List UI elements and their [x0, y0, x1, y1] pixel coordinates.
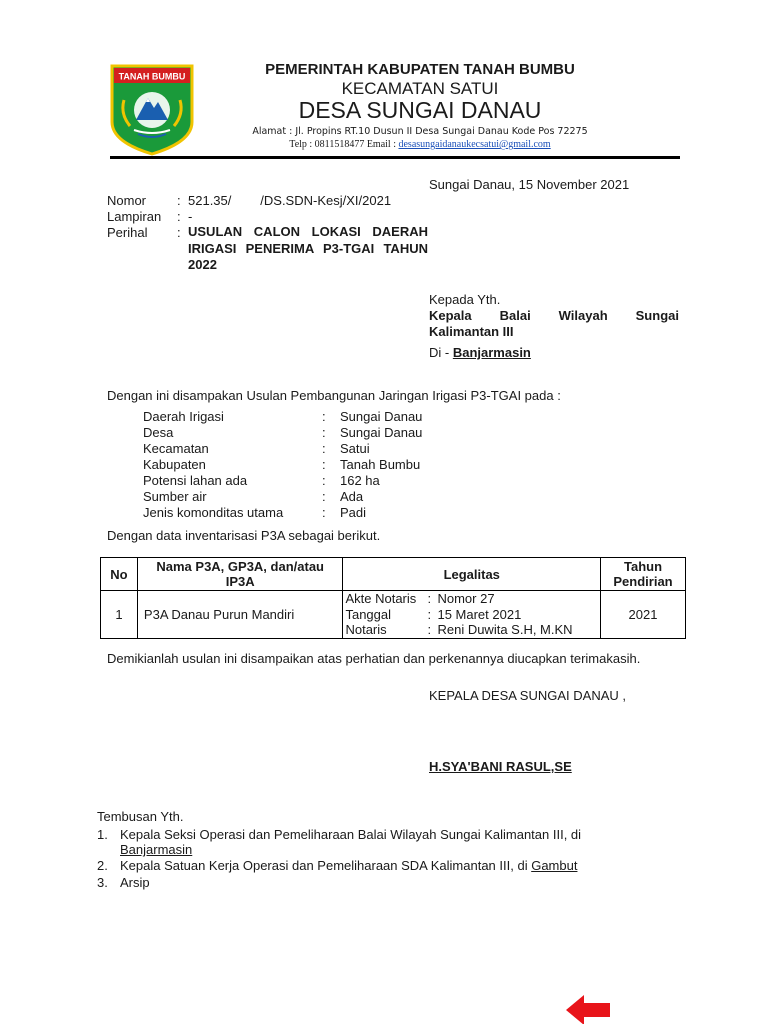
recipient-greeting: Kepada Yth.	[429, 292, 501, 307]
email-link[interactable]: desasungaidanaukecsatui@gmail.com	[398, 139, 551, 150]
closing-text: Demikianlah usulan ini disampaikan atas perhatian dan perkenannya diucapkan terimakasih.	[107, 651, 641, 666]
recipient-city: Banjarmasin	[452, 345, 531, 360]
detail-value: Sungai Danau	[340, 425, 423, 440]
inventory-intro: Dengan data inventarisasi P3A sebagai berikut.	[107, 528, 381, 543]
legalitas-value: Nomor 27	[437, 591, 495, 606]
perihal-colon: :	[177, 225, 181, 240]
recipient-word: Kepala	[429, 308, 472, 323]
telp-text: Telp : 0811518477 Email :	[289, 139, 399, 150]
detail-label: Jenis komonditas utama	[143, 505, 284, 520]
government-heading: PEMERINTAH KABUPATEN TANAH BUMBU	[265, 61, 575, 78]
detail-colon: :	[322, 457, 326, 472]
header-no: No	[101, 558, 138, 591]
cell-legalitas	[343, 591, 601, 639]
cell-nama: P3A Danau Purun Mandiri	[137, 591, 343, 639]
address-line: Alamat : Jl. Propins RT.10 Dusun II Desa Sungai Danau Kode Pos 72275	[252, 126, 588, 137]
detail-colon: :	[322, 425, 326, 440]
table-header-row	[101, 558, 686, 591]
legalitas-label: Notaris	[345, 622, 387, 637]
detail-value: Ada	[340, 489, 364, 504]
tembusan-item-city: Gambut	[531, 858, 578, 873]
nomor-value: 521.35/ /DS.SDN-Kesj/XI/2021	[188, 193, 392, 208]
contact-line	[200, 139, 640, 150]
recipient-word: Sungai	[635, 308, 679, 323]
signature-name: H.SYA'BANI RASUL,SE	[429, 759, 572, 774]
tembusan-num: 3.	[97, 875, 108, 890]
detail-label: Kabupaten	[143, 457, 206, 472]
logo-text: TANAH BUMBU	[118, 71, 186, 82]
village-heading: DESA SUNGAI DANAU	[298, 97, 542, 123]
cell-no: 1	[101, 591, 138, 639]
regency-crest-icon	[110, 64, 194, 156]
recipient-word: Balai	[499, 308, 531, 323]
detail-value: Tanah Bumbu	[340, 457, 421, 472]
header-nama: Nama P3A, GP3A, dan/atau IP3A	[137, 558, 343, 591]
lampiran-label: Lampiran	[107, 209, 162, 224]
recipient-name-line2: Kalimantan III	[429, 324, 514, 339]
detail-colon: :	[322, 489, 326, 504]
detail-value: Satui	[340, 441, 370, 456]
legalitas-value: Reni Duwita S.H, M.KN	[437, 622, 573, 637]
intro-text: Dengan ini disampakan Usulan Pembangunan Jaringan Irigasi P3-TGAI pada :	[107, 388, 561, 403]
signature-title: KEPALA DESA SUNGAI DANAU ,	[429, 688, 626, 703]
detail-colon: :	[322, 473, 326, 488]
recipient-name	[429, 308, 679, 340]
table-row	[101, 591, 686, 639]
tembusan-item	[120, 858, 577, 873]
letter-date: Sungai Danau, 15 November 2021	[429, 177, 630, 192]
tembusan-item: Kepala Seksi Operasi dan Pemeliharaan Balai Wilayah Sungai Kalimantan III, di	[120, 827, 582, 842]
cell-tahun: 2021	[601, 591, 686, 639]
di-prefix: Di -	[429, 345, 453, 360]
legalitas-colon: :	[427, 606, 432, 622]
tembusan-item: Arsip	[120, 875, 150, 890]
recipient-city-line	[429, 345, 531, 360]
tembusan-item-city: Banjarmasin	[120, 842, 193, 857]
header-legalitas: Legalitas	[343, 558, 601, 591]
detail-label: Potensi lahan ada	[143, 473, 248, 488]
lampiran-value: -	[188, 209, 193, 224]
legalitas-label: Akte Notaris	[345, 591, 417, 606]
arrow-left-icon[interactable]	[564, 993, 612, 1024]
lampiran-colon: :	[177, 209, 181, 224]
p3a-table	[100, 557, 686, 639]
legalitas-value: 15 Maret 2021	[437, 606, 522, 622]
tembusan-item-text: Kepala Satuan Kerja Operasi dan Pemeliharaan SDA Kalimantan III, di	[120, 858, 532, 873]
perihal-value: USULAN CALON LOKASI DAERAH IRIGASI PENERIMA P3-TGAI TAHUN 2022	[188, 224, 428, 272]
nomor-label: Nomor	[107, 193, 147, 208]
detail-label: Sumber air	[143, 489, 207, 504]
letterhead-divider	[110, 156, 680, 159]
tembusan-num: 2.	[97, 858, 108, 873]
district-heading: KECAMATAN SATUI	[341, 79, 499, 98]
detail-colon: :	[322, 505, 326, 520]
detail-label: Desa	[143, 425, 174, 440]
detail-value: 162 ha	[340, 473, 380, 488]
recipient-word: Wilayah	[558, 308, 608, 323]
legalitas-colon: :	[427, 591, 432, 606]
header-tahun: Tahun Pendirian	[601, 558, 686, 591]
detail-value: Padi	[340, 505, 367, 520]
detail-label: Daerah Irigasi	[143, 409, 224, 424]
detail-value: Sungai Danau	[340, 409, 423, 424]
detail-colon: :	[322, 441, 326, 456]
tembusan-title: Tembusan Yth.	[97, 809, 184, 824]
detail-label: Kecamatan	[143, 441, 209, 456]
legalitas-colon: :	[427, 622, 432, 637]
legalitas-label: Tanggal	[345, 606, 392, 622]
perihal-label: Perihal	[107, 225, 148, 240]
detail-colon: :	[322, 409, 326, 424]
tembusan-num: 1.	[97, 827, 108, 842]
nomor-colon: :	[177, 193, 181, 208]
